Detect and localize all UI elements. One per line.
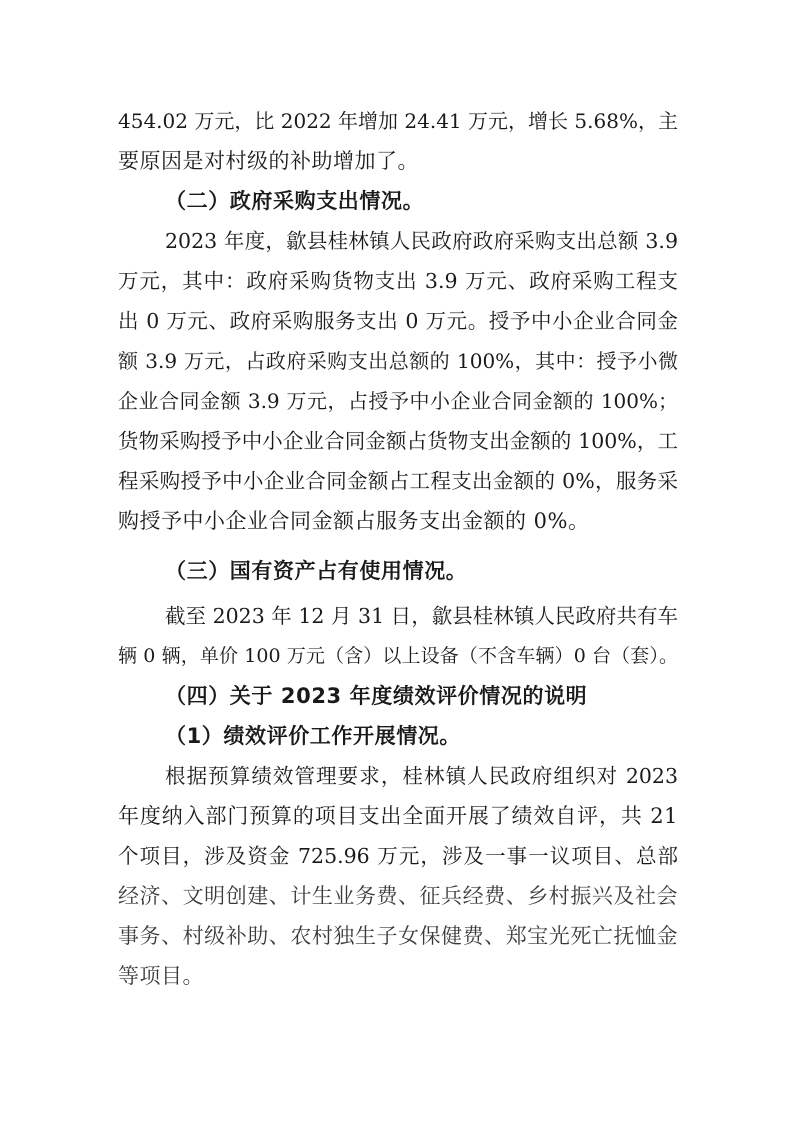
paragraph-line: 购授予中小企业合同金额占服务支出金额的 0%。 [118,509,590,533]
paragraph-line: 事务、村级补助、农村独生子女保健费、郑宝光死亡抚恤金 [118,924,678,948]
paragraph-line: 截至 2023 年 12 月 31 日，歙县桂林镇人民政府共有车 [165,604,678,628]
paragraph-line: 出 0 万元、政府采购服务支出 0 万元。授予中小企业合同金 [118,309,678,333]
paragraph-line: 个项目，涉及资金 725.96 万元，涉及一事一议项目、总部 [118,844,678,868]
paragraph-line: 程采购授予中小企业合同金额占工程支出金额的 0%，服务采 [118,469,678,493]
subsection-heading-evaluation: （1）绩效评价工作开展情况。 [165,724,462,748]
paragraph-line: 额 3.9 万元，占政府采购支出总额的 100%，其中：授予小微 [118,349,678,373]
paragraph-line: 2023 年度，歙县桂林镇人民政府政府采购支出总额 3.9 [165,229,678,253]
section-heading-assets: （三）国有资产占有使用情况。 [165,559,468,583]
paragraph-line: 货物采购授予中小企业合同金额占货物支出金额的 100%，工 [118,429,678,453]
paragraph-line: 企业合同金额 3.9 万元，占授予中小企业合同金额的 100%； [118,389,678,413]
paragraph-line: 经济、文明创建、计生业务费、征兵经费、乡村振兴及社会 [118,884,678,908]
paragraph-line: 辆 0 辆，单价 100 万元（含）以上设备（不含车辆）0 台（套）。 [118,645,678,667]
section-heading-procurement: （二）政府采购支出情况。 [165,189,425,213]
paragraph-line: 年度纳入部门预算的项目支出全面开展了绩效自评，共 21 [118,804,678,828]
paragraph-line: 要原因是对村级的补助增加了。 [118,149,419,173]
paragraph-line: 等项目。 [118,964,204,988]
paragraph-line: 454.02 万元，比 2022 年增加 24.41 万元，增长 5.68%，主 [118,109,678,133]
paragraph-line: 万元，其中：政府采购货物支出 3.9 万元、政府采购工程支 [118,269,678,293]
paragraph-line: 根据预算绩效管理要求，桂林镇人民政府组织对 2023 [165,764,678,788]
section-heading-performance: （四）关于 2023 年度绩效评价情况的说明 [165,684,588,708]
